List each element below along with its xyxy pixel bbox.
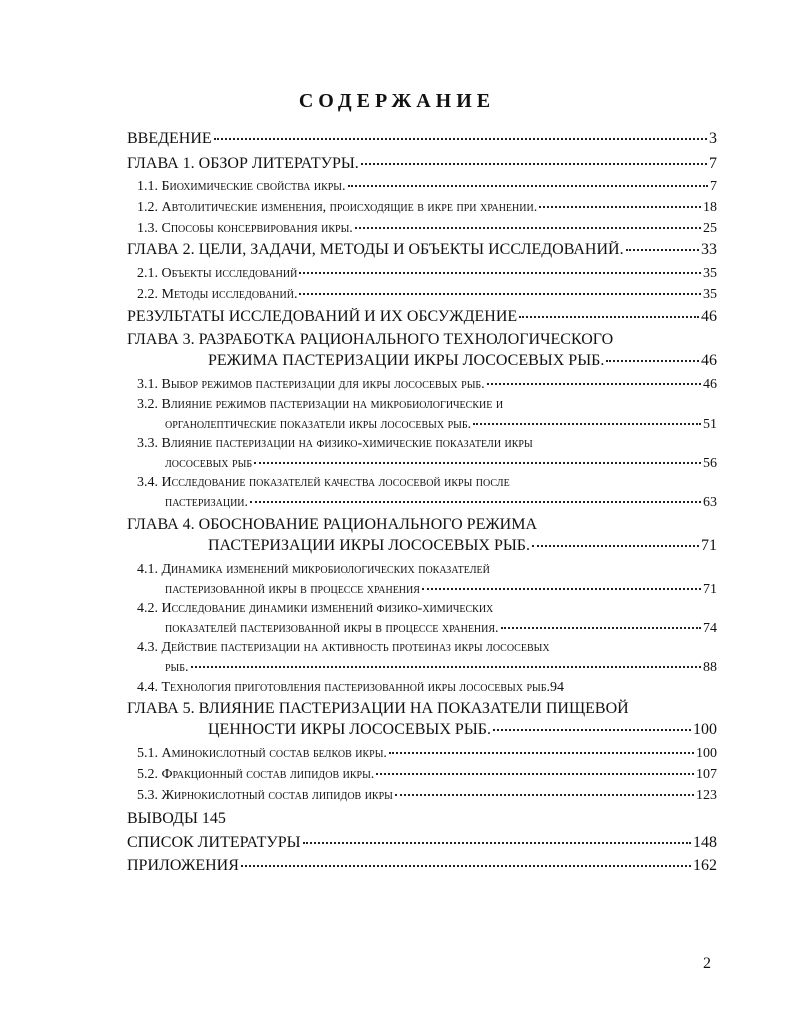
toc-entry-page: 100	[693, 721, 717, 738]
toc-entry-label: РЕЖИМА ПАСТЕРИЗАЦИИ ИКРЫ ЛОСОСЕВЫХ РЫБ.	[208, 352, 605, 369]
toc-entry-page: 94	[549, 680, 564, 695]
dot-leader	[532, 545, 699, 547]
toc-entry-page: 107	[696, 767, 717, 782]
toc-entry-5-1	[137, 746, 717, 762]
toc-entry-label: 1.3. Способы консервирования икры.	[137, 221, 353, 236]
toc-entry-label: лососевых рыб	[165, 456, 253, 471]
dot-leader	[303, 842, 691, 844]
toc-entry-label: ВВЕДЕНИЕ	[127, 130, 212, 147]
dot-leader	[501, 627, 701, 629]
dot-leader	[254, 462, 701, 464]
toc-entry-label: 1.1. Биохимические свойства икры.	[137, 179, 346, 194]
toc-entry-page: 71	[701, 537, 717, 554]
toc-entry-3-2-line1: 3.2. Влияние режимов пастеризации на микробиологические и	[137, 397, 504, 412]
toc-entry-page: 74	[703, 621, 717, 636]
toc-entry-5-3	[137, 788, 717, 804]
toc-entry-label: 2.1. Объекты исследований	[137, 266, 298, 281]
toc-entry-2-1	[137, 266, 717, 282]
toc-entry-chapter-3-line1: ГЛАВА 3. РАЗРАБОТКА РАЦИОНАЛЬНОГО ТЕХНОЛОГИЧЕСКОГО	[127, 331, 614, 348]
toc-entry-page: 3	[709, 130, 717, 147]
toc-entry-label: 5.3. Жирнокислотный состав липидов икры	[137, 788, 393, 803]
toc-entry-page: 35	[703, 266, 717, 281]
toc-entry-4-4	[137, 680, 717, 696]
toc-entry-4-3	[165, 660, 717, 676]
toc-entry-page: 46	[701, 352, 717, 369]
toc-entry-1-2	[137, 200, 717, 216]
toc-entry-1-1	[137, 179, 717, 195]
toc-entry-1-3	[137, 221, 717, 237]
toc-entry-chapter-1	[127, 155, 717, 173]
toc-entry-label: РЕЗУЛЬТАТЫ ИССЛЕДОВАНИЙ И ИХ ОБСУЖДЕНИЕ	[127, 308, 518, 325]
toc-entry-label: ПАСТЕРИЗАЦИИ ИКРЫ ЛОСОСЕВЫХ РЫБ.	[208, 537, 530, 554]
toc-entry-label: ГЛАВА 1. ОБЗОР ЛИТЕРАТУРЫ.	[127, 155, 359, 172]
toc-entry-page: 63	[703, 495, 717, 510]
toc-entry-3-2	[165, 417, 717, 433]
toc-entry-page: 148	[693, 834, 717, 851]
dot-leader	[376, 773, 694, 775]
dot-leader	[191, 666, 701, 668]
toc-entry-3-3-line1: 3.3. Влияние пастеризации на физико-химические показатели икры	[137, 436, 533, 451]
toc-entry-label: 3.1. Выбор режимов пастеризации для икры лососевых рыб.	[137, 377, 485, 392]
toc-entry-conclusions: ВЫВОДЫ 145	[127, 810, 226, 827]
dot-leader	[422, 588, 701, 590]
toc-entry-label: ПРИЛОЖЕНИЯ	[127, 857, 239, 874]
dot-leader	[626, 249, 699, 251]
toc-entry-4-2-line1: 4.2. Исследование динамики изменений физико-химических	[137, 601, 494, 616]
toc-entry-page: 51	[703, 417, 717, 432]
dot-leader	[389, 752, 694, 754]
toc-entry-chapter-3	[208, 352, 717, 370]
toc-entry-chapter-5-line1: ГЛАВА 5. ВЛИЯНИЕ ПАСТЕРИЗАЦИИ НА ПОКАЗАТЕЛИ ПИЩЕВОЙ	[127, 700, 629, 717]
toc-entry-4-3-line1: 4.3. Действие пастеризации на активность протеиназ икры лососевых	[137, 640, 550, 655]
toc-entry-2-2	[137, 287, 717, 303]
toc-entry-references	[127, 834, 717, 852]
dot-leader	[241, 865, 691, 867]
toc-entry-3-4	[165, 495, 717, 511]
dot-leader	[214, 138, 707, 140]
toc-entry-page: 71	[703, 582, 717, 597]
toc-entry-label: рыб.	[165, 660, 189, 675]
dot-leader	[361, 163, 707, 165]
toc-entry-3-1	[137, 377, 717, 393]
dot-leader	[355, 227, 701, 229]
toc-entry-chapter-4-line1: ГЛАВА 4. ОБОСНОВАНИЕ РАЦИОНАЛЬНОГО РЕЖИМА	[127, 516, 538, 533]
toc-entry-page: 56	[703, 456, 717, 471]
toc-entry-page: 162	[693, 857, 717, 874]
dot-leader	[487, 383, 701, 385]
toc-entry-page: 18	[703, 200, 717, 215]
toc-entry-label: 2.2. Методы исследований.	[137, 287, 298, 302]
toc-entry-3-4-line1: 3.4. Исследование показателей качества лососевой икры после	[137, 475, 510, 490]
toc-entry-page: 46	[701, 308, 717, 325]
toc-entry-label: 1.2. Автолитические изменения, происходящие в икре при хранении.	[137, 200, 538, 215]
toc-entry-page: 25	[703, 221, 717, 236]
toc-entry-page: 46	[703, 377, 717, 392]
dot-leader	[519, 316, 699, 318]
toc-entry-page: 35	[703, 287, 717, 302]
dot-leader	[250, 501, 701, 503]
toc-entry-page: 100	[696, 746, 717, 761]
toc-entry-label: ГЛАВА 2. ЦЕЛИ, ЗАДАЧИ, МЕТОДЫ И ОБЪЕКТЫ ИССЛЕДОВАНИЙ.	[127, 241, 624, 258]
toc-entry-page: 7	[709, 155, 717, 172]
toc-entry-chapter-5	[208, 721, 717, 739]
toc-entry-label: 5.2. Фракционный состав липидов икры.	[137, 767, 375, 782]
toc-entry-label: показателей пастеризованной икры в процессе хранения.	[165, 621, 499, 636]
toc-entry-label: ЦЕННОСТИ ИКРЫ ЛОСОСЕВЫХ РЫБ.	[208, 721, 491, 738]
toc-entry-4-2	[165, 621, 717, 637]
toc-entry-label: 5.1. Аминокислотный состав белков икры.	[137, 746, 387, 761]
toc-entry-3-3	[165, 456, 717, 472]
toc-entry-label: 4.4. Технология приготовления пастеризованной икры лососевых рыб.	[137, 680, 550, 695]
dot-leader	[606, 360, 699, 362]
dot-leader	[299, 272, 701, 274]
toc-entry-4-1-line1: 4.1. Динамика изменений микробиологических показателей	[137, 562, 490, 577]
toc-entry-chapter-4	[208, 537, 717, 555]
toc-entry-introduction	[127, 130, 717, 148]
dot-leader	[473, 423, 701, 425]
toc-entry-page: 33	[701, 241, 717, 258]
dot-leader	[348, 185, 708, 187]
toc-entry-results	[127, 308, 717, 326]
toc-entry-page: 7	[710, 179, 717, 194]
toc-entry-label: органолептические показатели икры лососевых рыб.	[165, 417, 472, 432]
page-number: 2	[703, 955, 711, 972]
dot-leader	[493, 729, 691, 731]
toc-entry-label: пастеризованной икры в процессе хранения	[165, 582, 420, 597]
toc-entry-4-1	[165, 582, 717, 598]
toc-entry-label: пастеризации.	[165, 495, 249, 510]
page-title: СОДЕРЖАНИЕ	[298, 90, 496, 112]
toc-entry-appendices	[127, 857, 717, 875]
toc-entry-page: 88	[703, 660, 717, 675]
dot-leader	[299, 293, 701, 295]
toc-entry-chapter-2	[127, 241, 717, 259]
toc-entry-label: СПИСОК ЛИТЕРАТУРЫ	[127, 834, 301, 851]
dot-leader	[539, 206, 701, 208]
toc-entry-page: 123	[696, 788, 717, 803]
toc-entry-5-2	[137, 767, 717, 783]
dot-leader	[395, 794, 694, 796]
